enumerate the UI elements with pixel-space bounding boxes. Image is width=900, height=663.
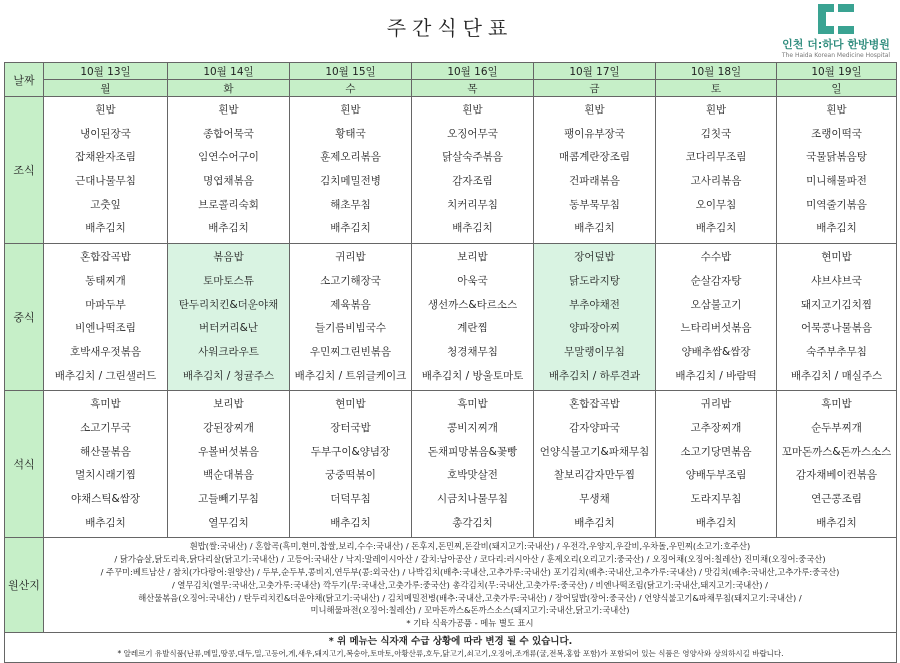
menu-item: 제육볶음 [330,298,371,311]
menu-item: 흰밥 [705,104,727,116]
menu-cell [534,391,656,538]
meal-label: 중식 [5,244,44,391]
menu-item: 닭살숙주볶음 [442,151,503,164]
menu-cell [412,391,534,538]
menu-cell [290,391,412,538]
weekly-menu-table [4,62,897,663]
date-header: 10월 14일 [168,63,290,80]
menu-item: 배추김치 [208,222,249,235]
menu-item: 들기름비빔국수 [314,322,386,335]
menu-item: 순살감자탕 [690,274,742,287]
menu-item: 동부묵무침 [569,198,620,211]
menu-item: 수수밥 [700,251,732,264]
menu-item: 강된장찌개 [203,421,254,434]
day-header: 월 [44,80,168,97]
menu-item: 총각김치 [452,516,493,529]
menu-item: 팽이유부장국 [564,127,625,140]
allergy-notice: * 알레르기 유발식품(난류,메밀,땅콩,대두,밀,고등어,게,새우,돼지고기,복숭아,토마토,아황산류,호두,닭고기,쇠고기,오징어,조개류(굴,전복,홍합 포함)가 포함되어 있는 식품은 영양사와 상의하시길 바랍니다. [117,648,784,658]
menu-item: 버터커리&난 [199,322,258,335]
menu-item: 보리밥 [457,251,488,264]
menu-item: 고사리볶음 [690,175,742,188]
menu-item: 볶음밥 [213,251,244,264]
menu-item: 어묵콩나물볶음 [800,322,872,335]
menu-item: 배추김치 [816,516,857,529]
menu-item: 탄두리치킨&더운야채 [178,298,279,311]
menu-item: 야채스틱&쌈장 [70,493,141,505]
menu-item: 해초무침 [330,198,371,211]
meal-label: 조식 [5,97,44,244]
menu-item: 배추김치 [330,222,371,235]
day-header: 목 [412,80,534,97]
menu-item: 돼지고기김치찜 [800,298,872,311]
menu-item: 꼬마돈까스&돈까스소스 [781,445,892,458]
menu-item: 매콤계란장조림 [558,151,630,164]
menu-item: 소고기당면볶음 [680,445,752,458]
date-header: 10월 18일 [656,63,777,80]
menu-item: 미니해물파전 [806,175,867,188]
menu-item: 오삼불고기 [690,298,742,311]
page-title: 주간식단표 [386,16,514,40]
menu-item: 양배두부조림 [685,469,747,482]
menu-item: 현미밥 [335,398,366,411]
menu-item: 조랭이떡국 [811,127,862,140]
menu-cell [534,244,656,391]
menu-cell [44,391,168,538]
meal-label: 석식 [5,391,44,538]
origin-info [44,538,897,633]
menu-item: 오이무침 [695,198,737,211]
menu-item: 흰밥 [218,104,239,116]
date-header: 10월 17일 [534,63,656,80]
menu-item: 궁중떡볶이 [325,469,376,482]
menu-item: 근대나물무침 [75,175,136,188]
menu-item: 흰밥 [95,104,116,116]
menu-item: 순두부찌개 [811,421,862,434]
menu-item: 고추장찌개 [690,421,742,434]
menu-item: 훈제오리볶음 [320,151,381,164]
menu-item: 양파장아찌 [569,322,620,335]
menu-item: 흰밥 [340,104,361,116]
menu-item: 감자채베이컨볶음 [795,469,878,482]
menu-item: 귀리밥 [335,251,366,264]
menu-item: 동태찌개 [85,274,126,287]
menu-item: 흑미밥 [457,398,488,411]
menu-item: 국물닭볶음탕 [806,151,867,164]
hospital-logo [776,2,896,59]
date-header: 10월 15일 [290,63,412,80]
menu-cell [168,97,290,244]
menu-item: 보리밥 [213,398,244,411]
menu-item: 우볼버섯볶음 [198,445,259,458]
menu-item: 브로콜리숙회 [198,198,259,211]
menu-item: 배추김치 / 매실주스 [790,369,883,382]
menu-cell [777,391,897,538]
menu-item: 배추김치 [330,516,371,529]
menu-item: 청경채무침 [447,345,498,358]
menu-item: 배추김치 / 바람떡 [675,369,757,382]
menu-item: 잡채완자조림 [75,151,136,164]
menu-item: 배추김치 / 트위글케이크 [294,369,407,382]
menu-cell [412,244,534,391]
menu-item: 배추김치 [574,516,615,529]
menu-item: 소고기무국 [80,421,131,434]
menu-item: 배추김치 [85,222,126,235]
menu-item: 멸치시래기찜 [75,469,136,482]
menu-item: 흰밥 [826,104,847,116]
menu-item: 양배추쌈&쌈장 [681,345,751,358]
menu-item: 코다리무조림 [685,151,747,164]
menu-item: 흰밥 [462,104,483,116]
origin-line: / 닭가슴살,닭도리육,닭다리살(닭고기:국내산) / 고등어:국내산 / 낙지:말레이시아산 / 갈치:남아공산 / 코다리:러시아산 / 훈제오리(오리고기:중국산) / 오징어채(오징어:칠레산) 진미채(오징어:중국산) [114,554,826,565]
menu-change-notice: * 위 메뉴는 식자재 수급 상황에 따라 변경 될 수 있습니다. [328,635,573,647]
menu-item: 혼합잡곡밥 [80,251,131,264]
menu-item: 돈채피망볶음&꽃빵 [427,445,518,458]
menu-item: 배추김치 [85,516,126,529]
day-header: 수 [290,80,412,97]
menu-item: 언양식불고기&파채무침 [539,445,650,458]
menu-item: 비엔나떡조림 [75,322,136,335]
menu-item: 아욱국 [457,274,488,287]
menu-item: 배추김치 [816,222,857,235]
day-header: 토 [656,80,777,97]
menu-item: 흑미밥 [90,398,121,411]
menu-item: 김치메밀전병 [320,175,381,188]
day-header: 화 [168,80,290,97]
origin-line: 미니해물파전(오징어:칠레산) / 꼬마돈까스&돈까스소스(돼지고기:국내산,닭고기:국내산) [310,605,630,616]
menu-item: 찰보리감자만두찜 [553,469,636,482]
menu-item: 호박새우젓볶음 [69,345,141,358]
menu-item: 배추김치 [695,516,737,529]
menu-item: 혼합잡곡밥 [569,398,620,411]
menu-item: 감자조림 [452,175,493,188]
menu-cell [656,97,777,244]
menu-cell [656,391,777,538]
menu-item: 건파래볶음 [569,175,620,188]
menu-cell [290,97,412,244]
menu-item: 종합어묵국 [203,127,254,140]
menu-item: 호박맛살전 [447,469,498,482]
menu-item: 배추김치 / 하루견과 [548,369,641,382]
menu-item: 마파두부 [85,298,126,311]
hospital-logo-icon [818,4,854,34]
hospital-name-en: The Haida Korean Medicine Hospital [781,52,891,59]
menu-item: 두부구이&양념장 [310,445,391,458]
menu-item: 도라지무침 [690,493,742,505]
menu-item: 고춧잎 [90,198,121,211]
date-header: 10월 19일 [777,63,897,80]
menu-item: 배추김치 [452,222,493,235]
menu-item: 연근콩조림 [811,493,862,505]
menu-item: 고들빼기무침 [198,493,259,505]
menu-item: 감자양파국 [569,421,620,434]
menu-item: 장터국밥 [330,421,371,434]
menu-item: 무생채 [579,493,610,505]
menu-item: 토마토스튜 [203,274,254,287]
menu-item: 황태국 [335,127,366,140]
menu-item: 흑미밥 [821,398,852,411]
menu-item: 귀리밥 [700,398,732,411]
menu-item: 샤브샤브국 [811,274,862,287]
origin-line: / 열무김치(열무:국내산,고춧가루:국내산) 깍두기(무:국내산,고춧가루:중국산) 총각김치(무:국내산,고춧가루:중국산) / 비엔나떡조림(닭고기:국내산,돼지고기:국내산) / [172,579,768,590]
menu-cell [168,244,290,391]
menu-item: 김칫국 [700,127,732,140]
origin-line: * 기타 식육가공품 - 메뉴 별도 표시 [406,618,534,629]
menu-item: 콩비지찌개 [447,421,498,434]
menu-item: 치커리무침 [447,198,498,211]
date-header-label: 날짜 [5,63,44,97]
menu-item: 소고기해장국 [320,274,381,287]
menu-cell [290,244,412,391]
menu-item: 배추김치 [695,222,737,235]
menu-item: 열무김치 [208,516,249,529]
menu-item: 배추김치 / 방울토마토 [421,369,524,382]
date-header: 10월 13일 [44,63,168,80]
origin-line: 해산물볶음(오징어:국내산) / 탄두리치킨&더운야채(닭고기:국내산) / 김치메밀전병(배추:국내산,고춧가루:국내산) / 장어덮밥(장어:중국산) / 언양식불고기&파채무침(돼지고기:국내산) / [138,592,802,603]
menu-cell [777,97,897,244]
day-header: 금 [534,80,656,97]
menu-item: 배추김치 / 청귤주스 [182,369,275,382]
menu-item: 임연수어구이 [198,151,259,164]
menu-cell [777,244,897,391]
menu-cell [168,391,290,538]
menu-item: 배추김치 [574,222,615,235]
menu-item: 배추김치 / 그린샐러드 [54,369,157,382]
menu-item: 사워크라우트 [198,345,259,358]
origin-line: / 주꾸미:베트남산 / 참치(가다랑어:원양산) / 두부,순두부,콩비지,연두부(콩:외국산) / 나박김치(배추:국내산,고추가루:국내산) 포기김치(배추:국내산,고추가루:국내산) / 맛김치(배추:국내산,고추가루:중국산) [100,566,840,577]
menu-item: 우민찌그린빈볶음 [309,345,392,358]
menu-cell [534,97,656,244]
menu-item: 닭도라지탕 [569,274,620,287]
menu-cell [412,97,534,244]
menu-item: 느타리버섯볶음 [680,322,752,335]
date-header: 10월 16일 [412,63,534,80]
menu-item: 무말랭이무침 [564,345,625,358]
menu-item: 백순대볶음 [203,469,254,482]
menu-cell [656,244,777,391]
menu-item: 냉이된장국 [80,127,131,140]
menu-item: 미역줄기볶음 [806,198,867,211]
notice-box [5,632,897,662]
menu-item: 해산물볶음 [80,445,131,458]
day-header: 일 [777,80,897,97]
hospital-name: 인천 더:하다 한방병원 [782,38,890,51]
origin-label: 원산지 [5,538,44,633]
menu-item: 계란찜 [457,322,488,335]
menu-item: 더덕무침 [330,493,371,505]
menu-item: 오징어무국 [447,127,498,140]
menu-item: 부추야채전 [569,298,620,311]
menu-item: 명엽채볶음 [203,175,254,188]
menu-item: 시금치나물무침 [436,493,508,505]
menu-item: 흰밥 [584,104,605,116]
menu-item: 숙주부추무침 [806,345,867,358]
menu-cell [44,97,168,244]
menu-item: 현미밥 [821,251,852,264]
origin-line: 흰밥(쌀:국내산) / 혼합곡(흑미,현미,찹쌀,보리,수수:국내산) / 돈후지,돈민찌,돈갈비(돼지고기:국내산) / 우전각,우양지,우갈비,우차돌,우민찌(소고기:호주산) [189,541,751,552]
menu-item: 장어덮밥 [574,251,615,264]
menu-item: 생선까스&타르소스 [427,298,518,311]
menu-cell [44,244,168,391]
